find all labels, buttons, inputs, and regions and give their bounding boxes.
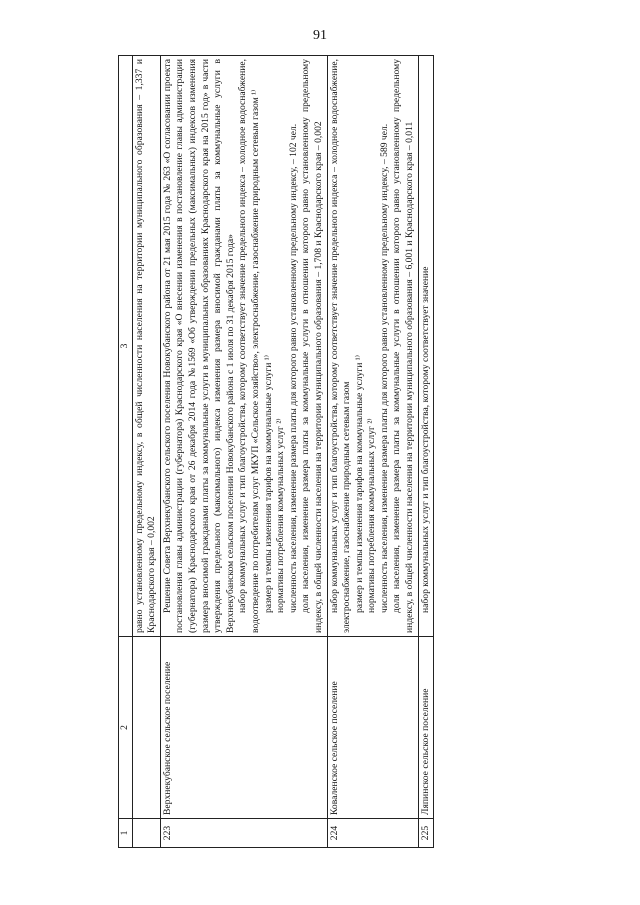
description-cell [327,56,418,637]
settlement-name: Ляпинское сельское поселение [418,637,434,819]
row-number: 224 [327,819,418,848]
description-paragraph: численность населения, изменение размера платы для которого равно установленному предельному индексу, – 589 чел. [378,123,390,613]
table-row [418,56,434,848]
row-number [132,819,160,848]
table-row [327,56,418,848]
table-body [119,56,434,848]
description-cell [418,56,434,637]
settlement-name: Верхнекубанское сельское поселение [160,637,327,819]
table-row [132,56,160,848]
header-col-1: 1 [119,819,133,848]
description-paragraph: доля населения, изменение размера платы за коммунальные услуги в отношении которого равно установленному предельному индексу, в общей численности населения на территории муниципального образования – 1,708 и Краснодарского края – 0,002 [300,59,324,633]
description-cell [132,56,160,637]
header-col-2: 2 [119,637,133,819]
row-number: 223 [160,819,327,848]
description-paragraph: Решение Совета Верхнекубанского сельского поселения Новокубанского района от 21 мая 2015 года № 263 «О согласовании проекта постановления главы администрации (губернатора) Краснодарского края «О внесении изменения в постановление главы администрации (губернатора) Краснодарского края от 26 декабря 2014 года №1569 «Об утверждении предельных (максимальных) индексов изменения размера вносимой гражданами платы за коммунальные услуги в муниципальных образованиях Краснодарского края на 2015 год» в части утверждения предельного (максимального) индекса изменения размера вносимой гражданами платы за коммунальные услуги в Верхнекубанском сельском поселении Новокубанского района с 1 июля по 31 декабря 2015 года» [161,59,236,633]
description-cell [160,56,327,637]
settlement-name: Коваленское сельское поселение [327,637,418,819]
header-col-3: 3 [119,56,133,637]
description-paragraph: набор коммунальных услуг и тип благоустройства, которому соответствует значение предельного индекса – холодное водоснабжение, водоотведение по потребителям услуг МКУП «Сельское хозяйство», электроснабжение, газоснабжение природным сетевым газом ¹⁾ [237,59,261,633]
description-paragraph: набор коммунальных услуг и тип благоустройства, которому соответствует значение предельного индекса – холодное водоснабжение, электроснабжение, газоснабжение природным сетевым газом [328,59,353,633]
description-paragraph: равно установленному предельному индексу, в общей численности населения на территории муниципального образования – 1,337 и Краснодарского края – 0,002 [133,59,158,633]
row-number: 225 [418,819,434,848]
description-paragraph: размер и темпы изменения тарифов на коммунальные услуги ¹⁾ [353,354,365,613]
page-number: 91 [313,28,327,43]
table-header-row [119,56,133,848]
description-paragraph: нормативы потребления коммунальных услуг ²⁾ [366,418,378,613]
description-paragraph: численность населения, изменение размера платы для которого равно установленному предельному индексу, – 102 чел. [287,123,299,613]
description-paragraph: набор коммунальных услуг и тип благоустройства, которому соответствует значение [419,266,431,613]
description-paragraph: нормативы потребления коммунальных услуг ²⁾ [275,418,287,613]
description-paragraph: доля населения, изменение размера платы за коммунальные услуги в отношении которого равно установленному предельному индексу, в общей численности населения на территории муниципального образования – 6,001 и Краснодарского края – 0,011 [391,59,416,633]
table-row [160,56,327,848]
description-paragraph: размер и темпы изменения тарифов на коммунальные услуги ¹⁾ [262,354,274,613]
document-table [118,55,434,848]
rotated-table-container [118,59,580,848]
settlement-name [132,637,160,819]
